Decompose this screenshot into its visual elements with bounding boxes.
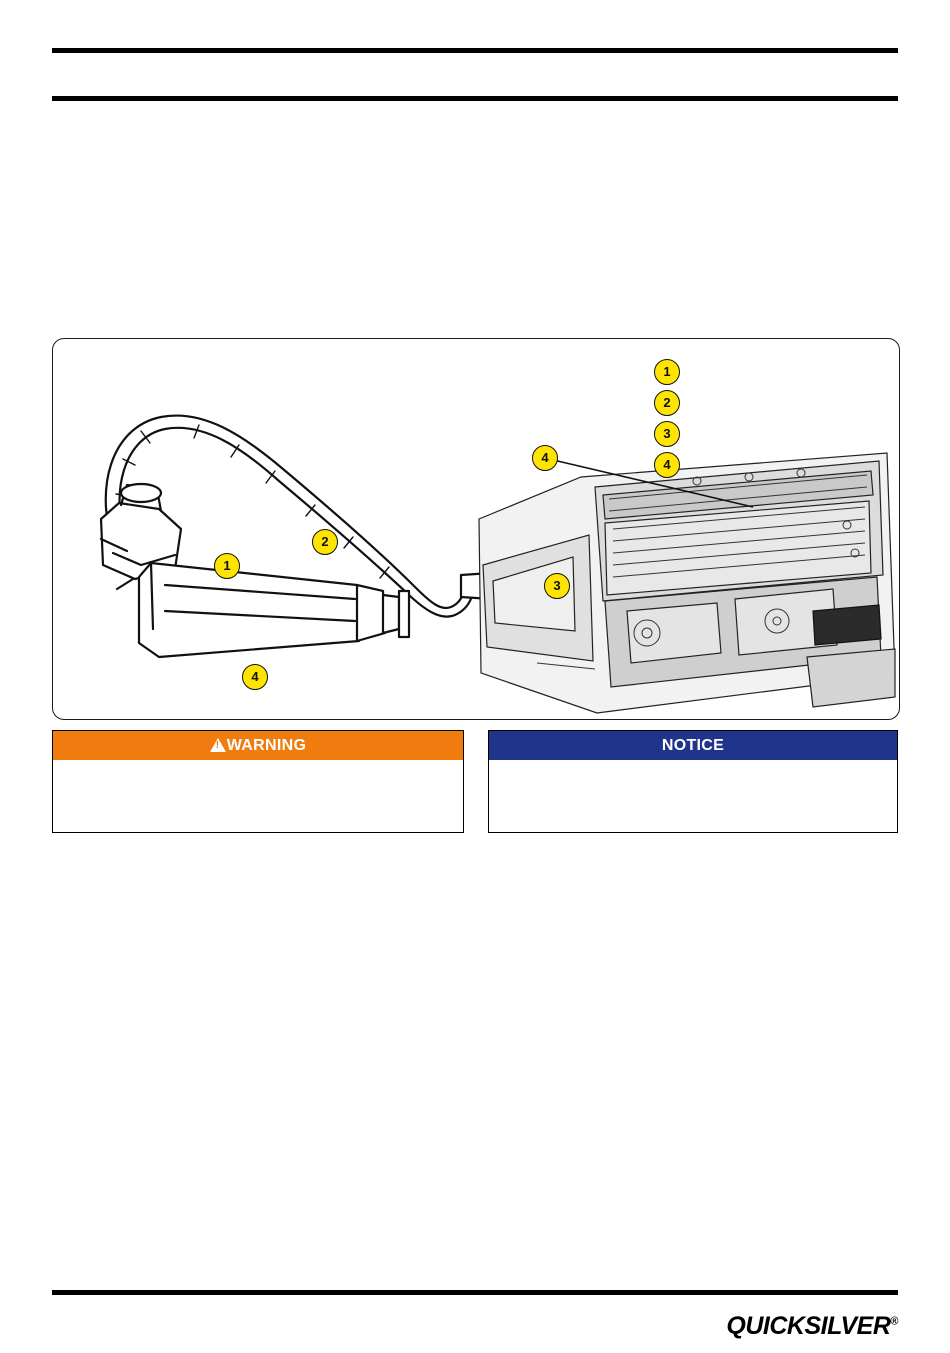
illustration-panel xyxy=(52,338,900,720)
legend-callout-2: 2 xyxy=(654,390,680,416)
legend-callout-4: 4 xyxy=(654,452,680,478)
notice-alert-header xyxy=(489,731,897,760)
header-title xyxy=(52,53,898,96)
warning-triangle-icon xyxy=(210,738,226,752)
callout-4-leader-line xyxy=(543,451,763,511)
header-rule-bottom xyxy=(52,96,898,101)
callout-1: 1 xyxy=(214,553,240,579)
notice-alert-body xyxy=(489,760,897,774)
warning-alert-body xyxy=(53,760,463,774)
photo-callout-4: 4 xyxy=(532,445,558,471)
notice-alert xyxy=(488,730,898,833)
warning-alert xyxy=(52,730,464,833)
warning-alert-title: WARNING xyxy=(226,737,307,754)
footer-rule xyxy=(52,1290,898,1295)
callout-legend-stack xyxy=(654,359,680,483)
quicksilver-logo xyxy=(726,1312,898,1341)
callout-3: 3 xyxy=(544,573,570,599)
callout-2: 2 xyxy=(312,529,338,555)
brand-name: QUICKSILVER xyxy=(726,1312,891,1340)
callout-4: 4 xyxy=(242,664,268,690)
legend-callout-3: 3 xyxy=(654,421,680,447)
registered-mark: ® xyxy=(890,1315,898,1328)
warning-alert-header xyxy=(53,731,463,760)
legend-callout-1: 1 xyxy=(654,359,680,385)
notice-alert-title: NOTICE xyxy=(661,737,725,754)
